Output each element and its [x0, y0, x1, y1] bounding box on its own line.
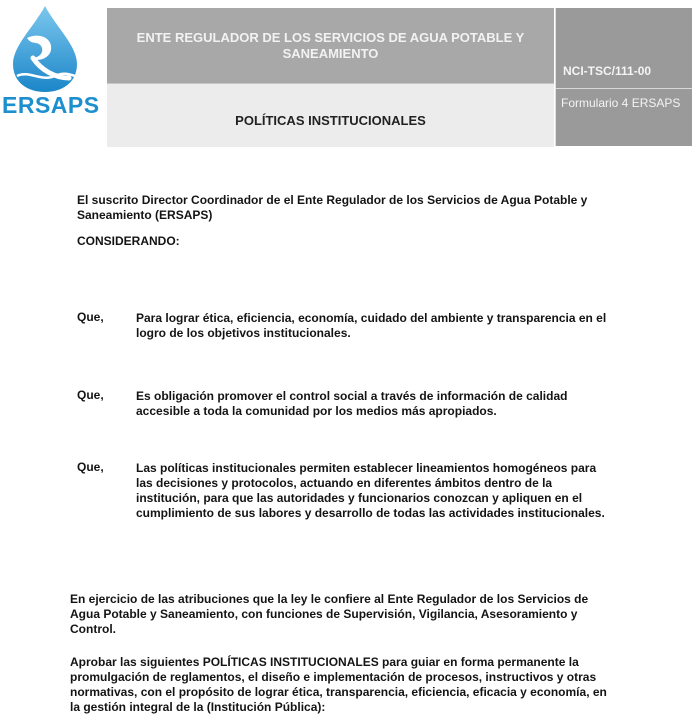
document-code-cell [555, 8, 692, 146]
logo [0, 0, 107, 145]
clause-text: Para lograr ética, eficiencia, economía, cuidado del ambiente y transparencia en el logro de los objetivos institucionales. [136, 311, 607, 340]
clause-text: Es obligación promover el control social a través de información de calidad accesible a toda la comunidad por los medios más apropiados. [136, 389, 568, 418]
section-title: POLÍTICAS INSTITUCIONALES [235, 113, 426, 128]
clause-label: Que, [77, 310, 104, 324]
approve-paragraph: Aprobar las siguientes POLÍTICAS INSTITUCIONALES para guiar en forma permanente la promulgación de reglamentos, el diseño e implementación de procesos, instructivos y otras normativas, con el propósito de lograr ética, transparencia, eficiencia, eficacia y economía, en la gestión integral de la (Institución Pública): [70, 655, 607, 714]
clause-label: Que, [77, 388, 104, 402]
form-label: Formulario 4 ERSAPS [561, 96, 681, 110]
organization-title-line2: SANEAMIENTO [282, 45, 379, 61]
clause-text: Las políticas institucionales permiten establecer lineamientos homogéneos para las decisiones y protocolos, actuando en diferentes ámbitos dentro de la institución, para que las autoridades y funcionarios conozcan y apliquen en el cumplimiento de sus labores y desarrollo de todas las actividades institucionales. [136, 461, 605, 520]
code-divider [556, 88, 692, 89]
section-title-cell [107, 83, 554, 147]
organization-title-line1: ENTE REGULADOR DE LOS SERVICIOS DE AGUA POTABLE Y [136, 29, 525, 45]
exercise-paragraph: En ejercicio de las atribuciones que la ley le confiere al Ente Regulador de los Servicios de Agua Potable y Saneamiento, con funciones de Supervisión, Vigilancia, Asesoramiento y Control. [70, 592, 589, 636]
considerando-heading: CONSIDERANDO: [77, 234, 180, 248]
document-header [0, 0, 692, 148]
clause-label: Que, [77, 460, 104, 474]
intro-paragraph: El suscrito Director Coordinador de el Ente Regulador de los Servicios de Agua Potable y Saneamiento (ERSAPS) [77, 193, 588, 222]
document-code: NCI-TSC/111-00 [563, 64, 652, 78]
brand-name: ERSAPS [2, 92, 100, 118]
water-drop-logo-icon [5, 4, 85, 94]
organization-title [107, 8, 554, 83]
